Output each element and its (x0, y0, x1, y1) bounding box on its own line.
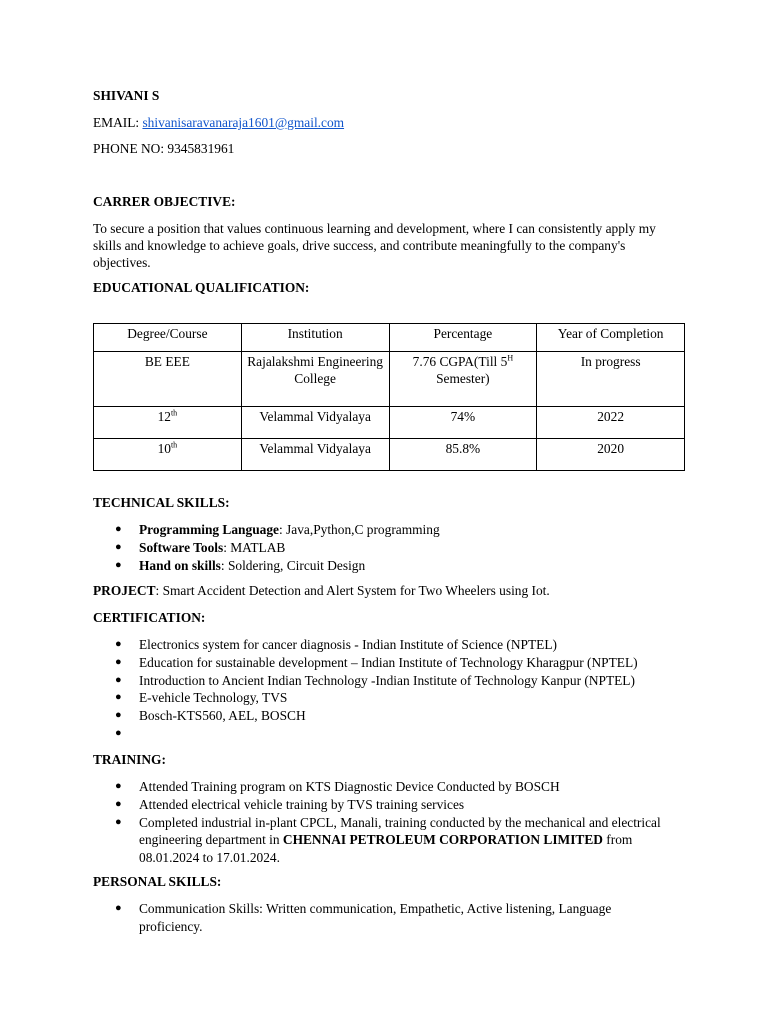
list-item: ● Software Tools: MATLAB (115, 539, 286, 555)
project-label: PROJECT (93, 583, 156, 598)
column-header: Institution (241, 324, 389, 352)
bullet-icon: ● (115, 691, 122, 704)
list-item: ● Electronics system for cancer diagnosis - Indian Institute of Science (NPTEL) (115, 637, 557, 652)
objective-heading: CARRER OBJECTIVE: (93, 194, 236, 209)
project-line (93, 583, 550, 599)
bullet-icon: ● (115, 523, 122, 535)
degree-cell: 10th (94, 439, 242, 471)
list-item: ● Attended Training program on KTS Diagnostic Device Conducted by BOSCH (115, 779, 560, 794)
institution-cell: Rajalakshmi Engineering College (241, 352, 389, 407)
certification-list (93, 636, 693, 743)
list-item (93, 725, 693, 743)
list-item: ● Attended electrical vehicle training by TVS training services (115, 796, 465, 812)
institution-cell: Velammal Vidyalaya (241, 407, 389, 439)
personal-heading: PERSONAL SKILLS: (93, 874, 222, 889)
list-item: ● Introduction to Ancient Indian Technology -Indian Institute of Technology Kanpur (NPTEL) (115, 672, 635, 688)
institution-cell: Velammal Vidyalaya (241, 439, 389, 471)
candidate-name: SHIVANI S (93, 88, 160, 103)
bullet-icon: ● (115, 902, 122, 914)
technical-heading: TECHNICAL SKILLS: (93, 495, 230, 510)
bullet-icon: ● (115, 558, 122, 571)
phone-line: PHONE NO: 9345831961 (93, 141, 235, 156)
list-item: ● E-vehicle Technology, TVS (115, 690, 288, 706)
year-cell: 2022 (537, 407, 685, 439)
percentage-cell: 85.8% (389, 439, 537, 471)
list-item: ● Education for sustainable development – Indian Institute of Technology Kharagpur (NPTEL) (115, 654, 638, 670)
list-item: ● Bosch-KTS560, AEL, BOSCH (115, 708, 306, 724)
table-header-row (94, 324, 685, 352)
certification-heading: CERTIFICATION: (93, 610, 206, 625)
year-cell: In progress (537, 352, 685, 407)
personal-list (93, 900, 673, 936)
training-heading: TRAINING: (93, 752, 166, 767)
bullet-icon: ● (115, 638, 122, 650)
training-list (93, 778, 673, 867)
objective-text: To secure a position that values continuous learning and development, where I can consistently apply my skills and knowledge to achieve goals, drive success, and contribute meaningfully to the company's objectives. (93, 221, 656, 270)
email-label: EMAIL: (93, 115, 143, 130)
year-cell: 2020 (537, 439, 685, 471)
project-text: : Smart Accident Detection and Alert System for Two Wheelers using Iot. (155, 583, 550, 598)
bullet-icon: ● (115, 726, 122, 739)
list-item: ● Hand on skills: Soldering, Circuit Design (115, 557, 366, 573)
bullet-icon: ● (115, 797, 122, 810)
email-link[interactable]: shivanisaravanaraja1601@gmail.com (142, 115, 345, 130)
table-row (94, 407, 685, 439)
bullet-icon: ● (115, 655, 122, 668)
bullet-icon: ● (115, 780, 122, 792)
list-item: ● Programming Language: Java,Python,C programming (115, 522, 440, 537)
table-row (94, 352, 685, 407)
column-header: Year of Completion (537, 324, 685, 352)
bullet-icon: ● (115, 815, 122, 828)
bullet-icon: ● (115, 540, 122, 553)
education-heading: EDUCATIONAL QUALIFICATION: (93, 280, 310, 295)
degree-cell: 12th (94, 407, 242, 439)
education-table (93, 323, 685, 471)
bullet-icon: ● (115, 709, 122, 722)
bullet-icon: ● (115, 673, 122, 686)
degree-cell: BE EEE (94, 352, 242, 407)
percentage-cell: 74% (389, 407, 537, 439)
column-header: Percentage (389, 324, 537, 352)
percentage-cell: 7.76 CGPA(Till $5^H$ Semester) (389, 352, 537, 407)
table-row (94, 439, 685, 471)
technical-list (93, 521, 693, 574)
column-header: Degree/Course (94, 324, 242, 352)
email-line (93, 115, 344, 131)
list-item: ● Completed industrial in-plant CPCL, Manali, training conducted by the mechanical and electrical engineering department in CHENNAI PETROLEUM CORPORATION LIMITED from 08.01.2024 to 17.01.2024. (115, 814, 661, 866)
list-item: ● Communication Skills: Written communication, Empathetic, Active listening, Language proficiency. (115, 901, 612, 934)
